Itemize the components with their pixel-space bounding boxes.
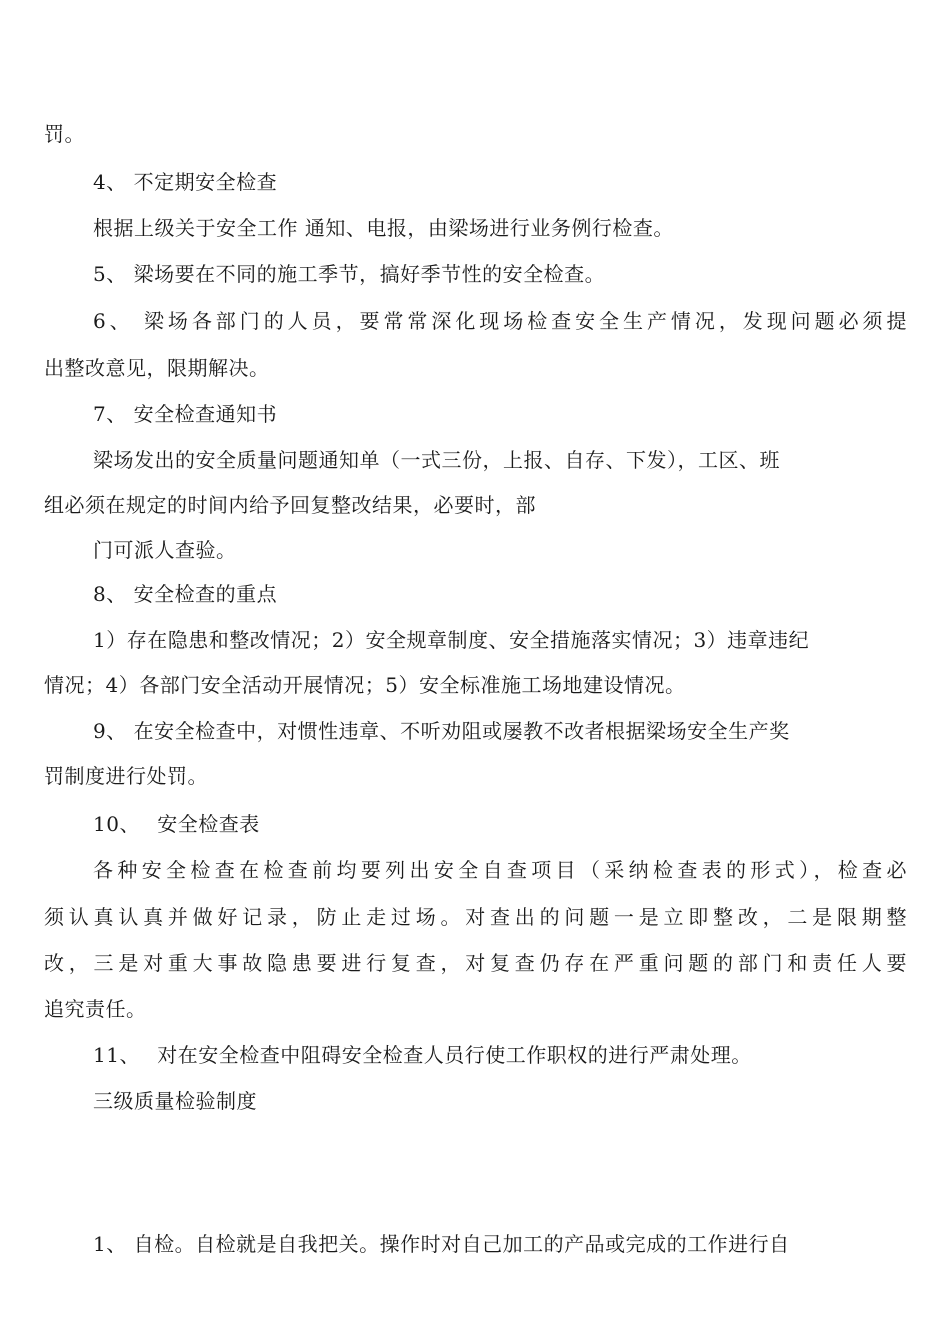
text-line: 根据上级关于安全工作 通知、电报，由梁场进行业务例行检查。 [93, 216, 674, 240]
section-heading: 7、 安全检查通知书 [93, 402, 278, 426]
section-heading: 11、 对在安全检查中阻碍安全检查人员行使工作职权的进行严肃处理。 [93, 1043, 752, 1067]
text-line: 罚制度进行处罚。 [44, 764, 208, 788]
section-heading: 10、 安全检查表 [93, 812, 260, 836]
section-heading: 6、 梁场各部门的人员，要常常深化现场检查安全生产情况，发现问题必须提 [93, 309, 907, 333]
text-line: 追究责任。 [44, 997, 147, 1021]
text-line: 组必须在规定的时间内给予回复整改结果，必要时，部 [44, 493, 536, 517]
text-line: 须认真认真并做好记录，防止走过场。对查出的问题一是立即整改，二是限期整 [44, 905, 907, 929]
text-line: 梁场发出的安全质量问题通知单（一式三份，上报、自存、下发），工区、班 [93, 448, 780, 472]
text-line: 情况；4）各部门安全活动开展情况；5）安全标准施工场地建设情况。 [44, 673, 686, 697]
text-line: 1）存在隐患和整改情况；2）安全规章制度、安全措施落实情况；3）违章违纪 [93, 628, 810, 652]
section-heading: 8、 安全检查的重点 [93, 582, 278, 606]
section-heading: 1、 自检。自检就是自我把关。操作时对自己加工的产品或完成的工作进行自 [93, 1232, 790, 1256]
text-line: 门可派人查验。 [93, 538, 237, 562]
section-heading: 4、 不定期安全检查 [93, 170, 278, 194]
text-line: 各种安全检查在检查前均要列出安全自查项目（采纳检查表的形式），检查必 [93, 858, 907, 882]
section-title: 三级质量检验制度 [93, 1089, 257, 1113]
text-line: 罚。 [44, 122, 85, 146]
section-heading: 5、 梁场要在不同的施工季节，搞好季节性的安全检查。 [93, 262, 606, 286]
text-line: 改，三是对重大事故隐患要进行复查，对复查仍存在严重问题的部门和责任人要 [44, 951, 907, 975]
text-line: 出整改意见，限期解决。 [44, 356, 270, 380]
section-heading: 9、 在安全检查中，对惯性违章、不听劝阻或屡教不改者根据梁场安全生产奖 [93, 719, 790, 743]
